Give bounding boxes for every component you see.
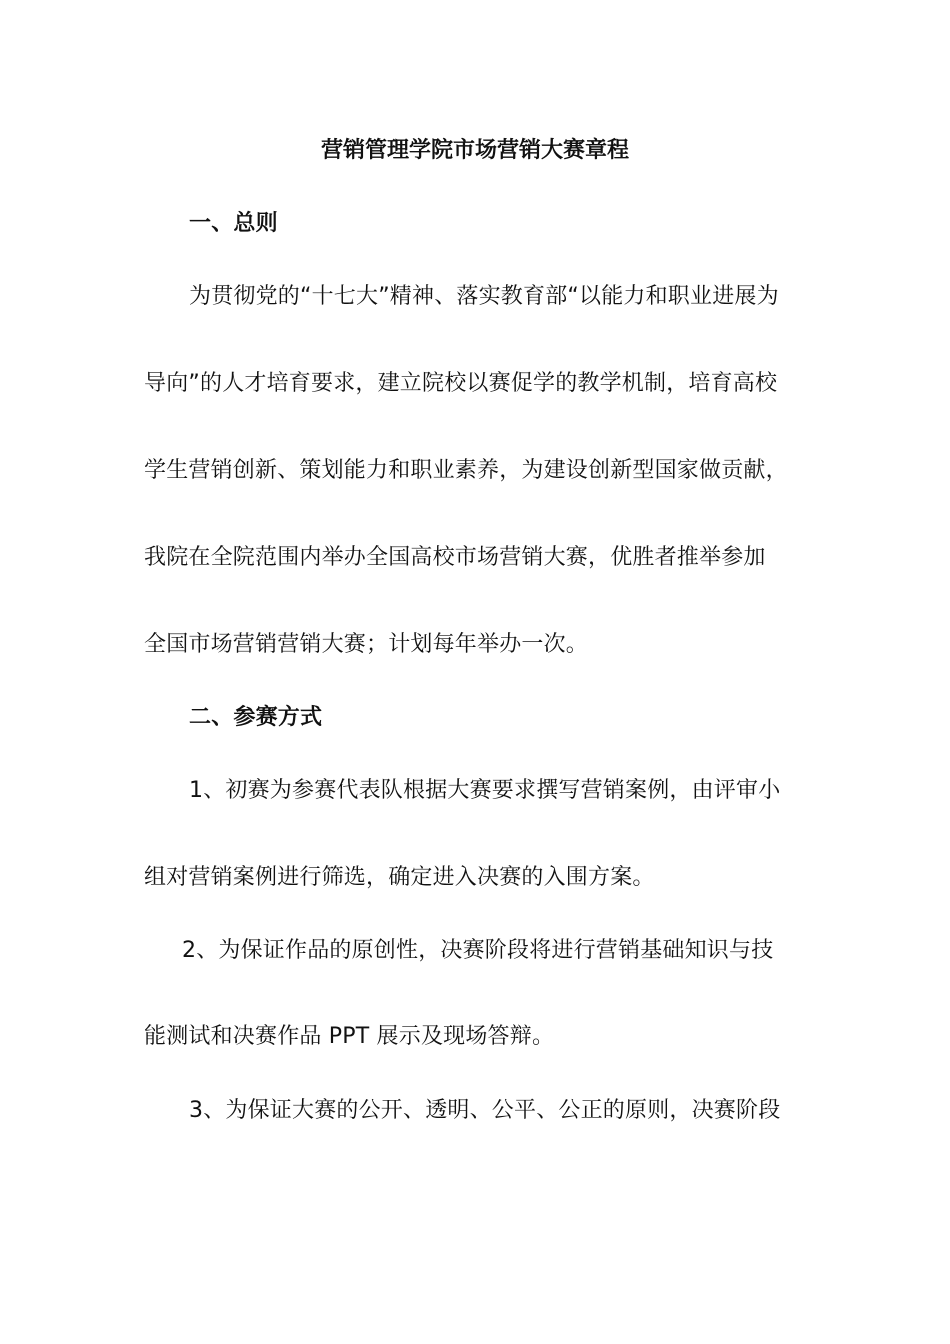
document-title: 营销管理学院市场营销大赛章程 [320,138,629,163]
paragraph-line: 为贯彻党的“十七大”精神、落实教育部“以能力和职业进展为 [189,284,779,309]
list-item-line: 2、为保证作品的原创性，决赛阶段将进行营销基础知识与技 [182,938,774,963]
section-heading-participation: 二、参赛方式 [189,705,323,730]
list-item-line: 1、初赛为参赛代表队根据大赛要求撰写营销案例，由评审小 [189,778,781,803]
list-item-line: 3、为保证大赛的公开、透明、公平、公正的原则，决赛阶段 [189,1098,781,1123]
list-item-line: 组对营销案例进行筛选，确定进入决赛的入围方案。 [144,865,655,890]
paragraph-line: 导向”的人才培育要求，建立院校以赛促学的教学机制，培育高校 [144,371,778,396]
paragraph-line: 我院在全院范围内举办全国高校市场营销大赛，优胜者推举参加 [144,545,766,570]
list-item-line: 能测试和决赛作品 PPT 展示及现场答辩。 [144,1024,555,1049]
paragraph-line: 学生营销创新、策划能力和职业素养，为建设创新型国家做贡献， [144,458,788,483]
paragraph-line: 全国市场营销营销大赛；计划每年举办一次。 [144,632,589,657]
section-heading-general: 一、总则 [189,211,278,236]
